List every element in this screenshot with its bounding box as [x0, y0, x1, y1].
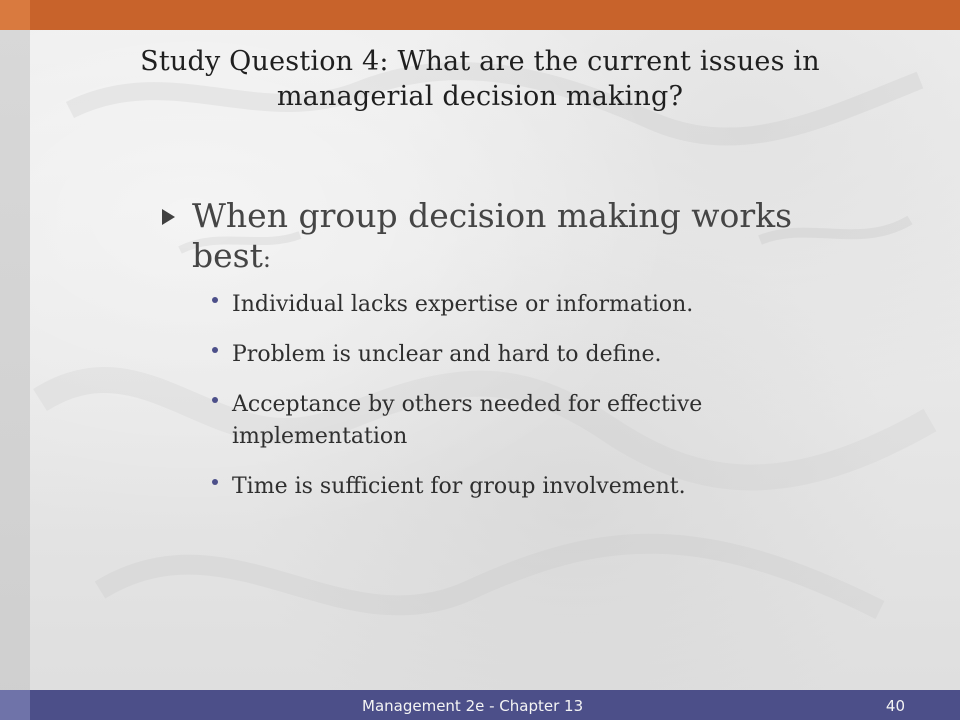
bullet-text: Acceptance by others needed for effective implementation — [232, 391, 703, 449]
bullet-list — [206, 289, 860, 502]
section-heading-colon: : — [262, 244, 271, 273]
arrowhead-icon — [160, 206, 178, 228]
top-left-accent-block — [0, 0, 30, 30]
bullet-text: Individual lacks expertise or information. — [232, 292, 694, 318]
bullet-dot-icon — [206, 297, 224, 303]
bullet-item — [206, 289, 860, 321]
bullet-item — [206, 471, 860, 503]
bottom-left-accent-block — [0, 690, 30, 720]
content-area — [160, 196, 860, 521]
bullet-dot-icon — [206, 479, 224, 485]
top-accent-bar — [30, 0, 960, 30]
bullet-dot-icon — [206, 347, 224, 353]
page-number: 40 — [885, 697, 905, 715]
bullet-dot-icon — [206, 397, 224, 403]
section-heading — [192, 196, 860, 275]
bullet-text: Time is sufficient for group involvement. — [232, 473, 686, 499]
bullet-text: Problem is unclear and hard to define. — [232, 342, 662, 368]
bullet-item — [206, 339, 860, 371]
footer-text: Management 2e - Chapter 13 — [362, 697, 584, 715]
section-heading-row — [160, 196, 860, 275]
section-heading-text: When group decision making works best — [192, 196, 793, 275]
slide-title: Study Question 4: What are the current issues in managerial decision making? — [140, 46, 820, 113]
left-strip — [0, 0, 30, 720]
bullet-item — [206, 389, 860, 453]
